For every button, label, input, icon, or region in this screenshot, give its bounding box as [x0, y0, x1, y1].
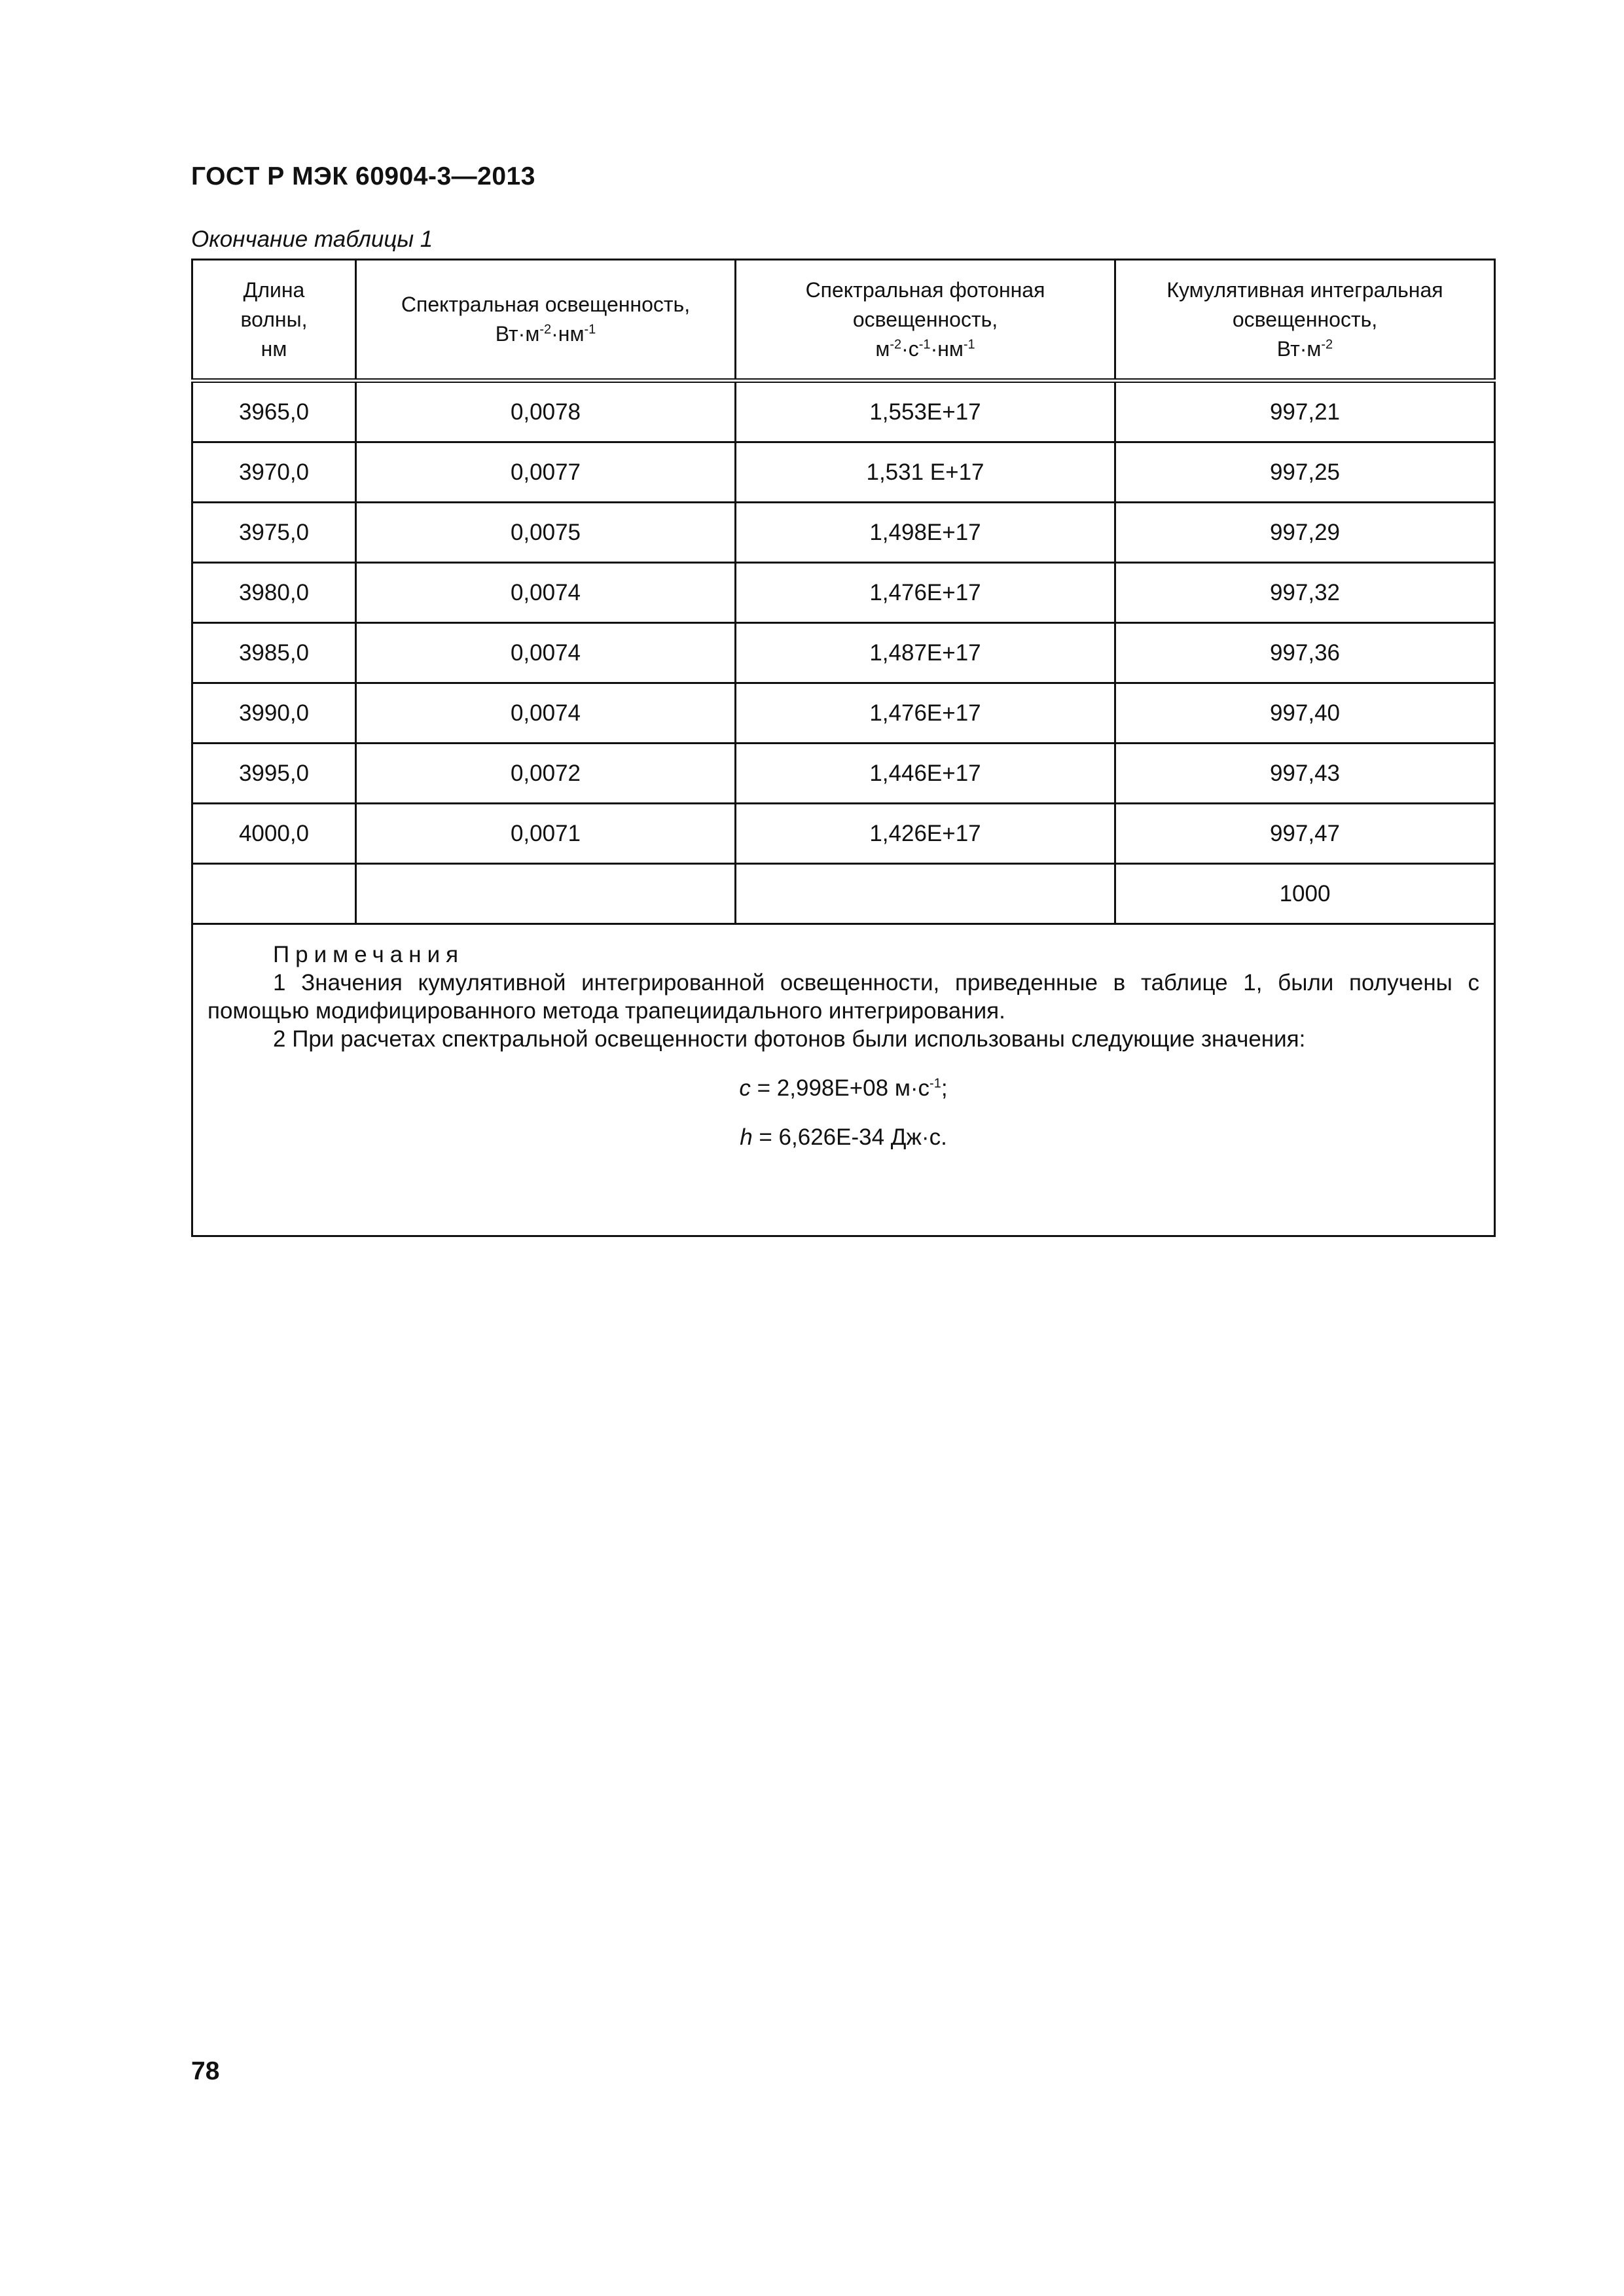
photon-irradiance-cell: 1,476E+17: [736, 683, 1115, 744]
photon-irradiance-cell: 1,553E+17: [736, 381, 1115, 442]
wavelength-cell: 3990,0: [192, 683, 356, 744]
cumulative-irradiance-cell: 997,40: [1115, 683, 1495, 744]
spectral-irradiance-cell: 0,0075: [356, 503, 736, 563]
cumulative-irradiance-cell: 997,36: [1115, 623, 1495, 683]
wavelength-cell: 3995,0: [192, 744, 356, 804]
photon-irradiance-cell: 1,487E+17: [736, 623, 1115, 683]
photon-irradiance-cell: 1,426E+17: [736, 804, 1115, 864]
wavelength-cell: 3965,0: [192, 381, 356, 442]
cumulative-irradiance-cell: 997,32: [1115, 563, 1495, 623]
spectral-irradiance-cell: [356, 864, 736, 924]
cumulative-irradiance-cell: 997,21: [1115, 381, 1495, 442]
notes-cell: [192, 924, 1495, 1236]
spectral-irradiance-cell: 0,0078: [356, 381, 736, 442]
document-header: ГОСТ Р МЭК 60904-3—2013: [191, 162, 535, 190]
wavelength-cell: 3980,0: [192, 563, 356, 623]
photon-irradiance-cell: 1,531 E+17: [736, 442, 1115, 503]
table-caption: Окончание таблицы 1: [191, 226, 433, 252]
page-number: 78: [191, 2057, 220, 2085]
table-row: [192, 442, 1495, 503]
note-item-2: 2 При расчетах спектральной освещенности фотонов были использованы следующие значения:: [273, 1026, 1306, 1052]
cumulative-irradiance-cell: 997,29: [1115, 503, 1495, 563]
cumulative-irradiance-cell: 1000: [1115, 864, 1495, 924]
table-row: [192, 503, 1495, 563]
spectral-irradiance-cell: 0,0074: [356, 623, 736, 683]
table-body: [192, 381, 1495, 1236]
notes-row: [192, 924, 1495, 1236]
wavelength-cell: 3970,0: [192, 442, 356, 503]
wavelength-cell: 4000,0: [192, 804, 356, 864]
column-header-cumulative-irradiance: Кумулятивная интегральная освещенность, $Вт\cdot м^{-2}$: [1115, 260, 1495, 381]
notes-title: Примечания: [273, 942, 465, 967]
cumulative-irradiance-cell: 997,43: [1115, 744, 1495, 804]
column-header-photon-irradiance: Спектральная фотонная освещенность, $м^{-2}\cdot с^{-1}\cdot нм^{-1}$: [736, 260, 1115, 381]
wavelength-cell: 3985,0: [192, 623, 356, 683]
table-row: [192, 804, 1495, 864]
table-row: [192, 563, 1495, 623]
spectral-irradiance-cell: 0,0077: [356, 442, 736, 503]
column-header-spectral-irradiance: Спектральная освещенность, $Вт\cdot м^{-2}\cdot нм^{-1}$: [356, 260, 736, 381]
photon-irradiance-cell: 1,476E+17: [736, 563, 1115, 623]
spectral-irradiance-cell: 0,0072: [356, 744, 736, 804]
table-header-row: [192, 260, 1495, 381]
cumulative-irradiance-cell: 997,47: [1115, 804, 1495, 864]
note-item-1: 1 Значения кумулятивной интегрированной освещенности, приведенные в таблице 1, были получены с помощью модифицированного метода трапециидального интегрирования.: [208, 970, 1479, 1024]
table-row: [192, 744, 1495, 804]
wavelength-cell: [192, 864, 356, 924]
wavelength-cell: 3975,0: [192, 503, 356, 563]
column-header-wavelength: Длина волны, нм: [192, 260, 356, 381]
table-row: [192, 683, 1495, 744]
cumulative-irradiance-cell: 997,25: [1115, 442, 1495, 503]
table-row: [192, 381, 1495, 442]
photon-irradiance-cell: 1,498E+17: [736, 503, 1115, 563]
spectral-irradiance-cell: 0,0071: [356, 804, 736, 864]
photon-irradiance-cell: [736, 864, 1115, 924]
formula-speed-of-light: c = 2,998E+08 $м\cdot с^{-1}$;: [739, 1075, 948, 1101]
spectral-data-table: [191, 259, 1496, 1237]
spectral-irradiance-cell: 0,0074: [356, 683, 736, 744]
photon-irradiance-cell: 1,446E+17: [736, 744, 1115, 804]
spectral-irradiance-cell: 0,0074: [356, 563, 736, 623]
formula-planck-constant: h = 6,626E-34 Дж·с.: [740, 1124, 947, 1150]
table-row-total: [192, 864, 1495, 924]
table-row: [192, 623, 1495, 683]
